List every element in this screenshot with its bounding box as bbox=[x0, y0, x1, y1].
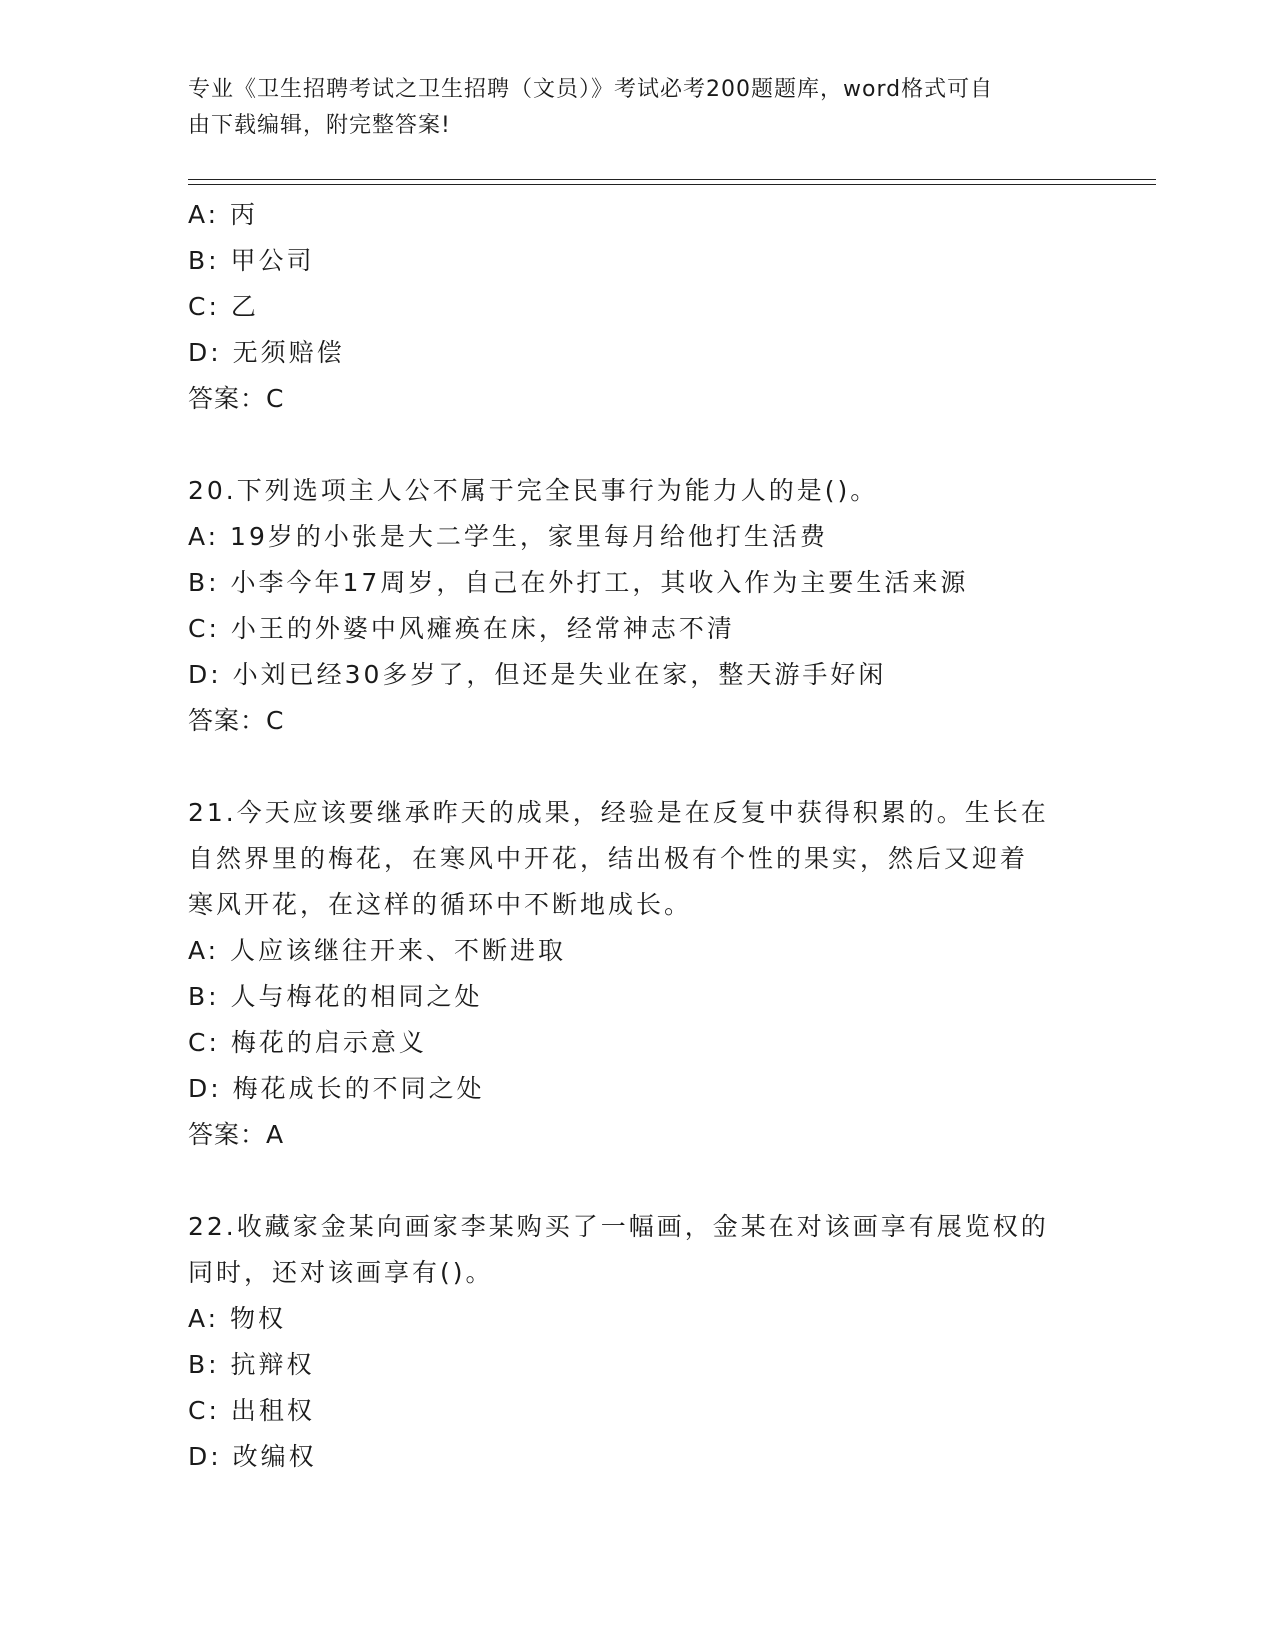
option-a: A: 物权 bbox=[188, 1304, 287, 1333]
answer-line: 答案：C bbox=[188, 384, 285, 413]
question-stem: 21.今天应该要继承昨天的成果，经验是在反复中获得积累的。生长在 bbox=[188, 798, 1049, 827]
option-c: C: 出租权 bbox=[188, 1396, 315, 1425]
question-stem: 22.收藏家金某向画家李某购买了一幅画，金某在对该画享有展览权的 bbox=[188, 1212, 1049, 1241]
option-b: B: 抗辩权 bbox=[188, 1350, 315, 1379]
option-a: A: 丙 bbox=[188, 200, 259, 229]
answer-line: 答案：C bbox=[188, 706, 285, 735]
header-divider bbox=[188, 179, 1156, 185]
question-stem: 寒风开花，在这样的循环中不断地成长。 bbox=[188, 890, 693, 919]
option-b: B: 甲公司 bbox=[188, 246, 315, 275]
option-b: B: 小李今年17周岁，自己在外打工，其收入作为主要生活来源 bbox=[188, 568, 969, 597]
document-header bbox=[188, 72, 1068, 144]
question-list bbox=[188, 192, 1088, 1480]
question-21 bbox=[188, 790, 1088, 1158]
option-d: D: 改编权 bbox=[188, 1442, 317, 1471]
option-a: A: 人应该继往开来、不断进取 bbox=[188, 936, 567, 965]
option-b: B: 人与梅花的相同之处 bbox=[188, 982, 483, 1011]
question-20 bbox=[188, 468, 1088, 744]
option-c: C: 小王的外婆中风瘫痪在床，经常神志不清 bbox=[188, 614, 735, 643]
header-line: 由下载编辑，附完整答案! bbox=[188, 113, 451, 138]
option-c: C: 乙 bbox=[188, 292, 259, 321]
question-19-tail bbox=[188, 192, 1088, 422]
question-stem: 自然界里的梅花，在寒风中开花，结出极有个性的果实，然后又迎着 bbox=[188, 844, 1029, 873]
option-c: C: 梅花的启示意义 bbox=[188, 1028, 427, 1057]
header-line: 专业《卫生招聘考试之卫生招聘（文员）》考试必考200题题库，word格式可自 bbox=[188, 77, 994, 102]
question-stem: 同时，还对该画享有()。 bbox=[188, 1258, 494, 1287]
option-d: D: 小刘已经30多岁了，但还是失业在家，整天游手好闲 bbox=[188, 660, 887, 689]
option-a: A: 19岁的小张是大二学生，家里每月给他打生活费 bbox=[188, 522, 828, 551]
answer-line: 答案：A bbox=[188, 1120, 285, 1149]
option-d: D: 无须赔偿 bbox=[188, 338, 345, 367]
question-stem: 20.下列选项主人公不属于完全民事行为能力人的是()。 bbox=[188, 476, 879, 505]
option-d: D: 梅花成长的不同之处 bbox=[188, 1074, 485, 1103]
question-22 bbox=[188, 1204, 1088, 1480]
